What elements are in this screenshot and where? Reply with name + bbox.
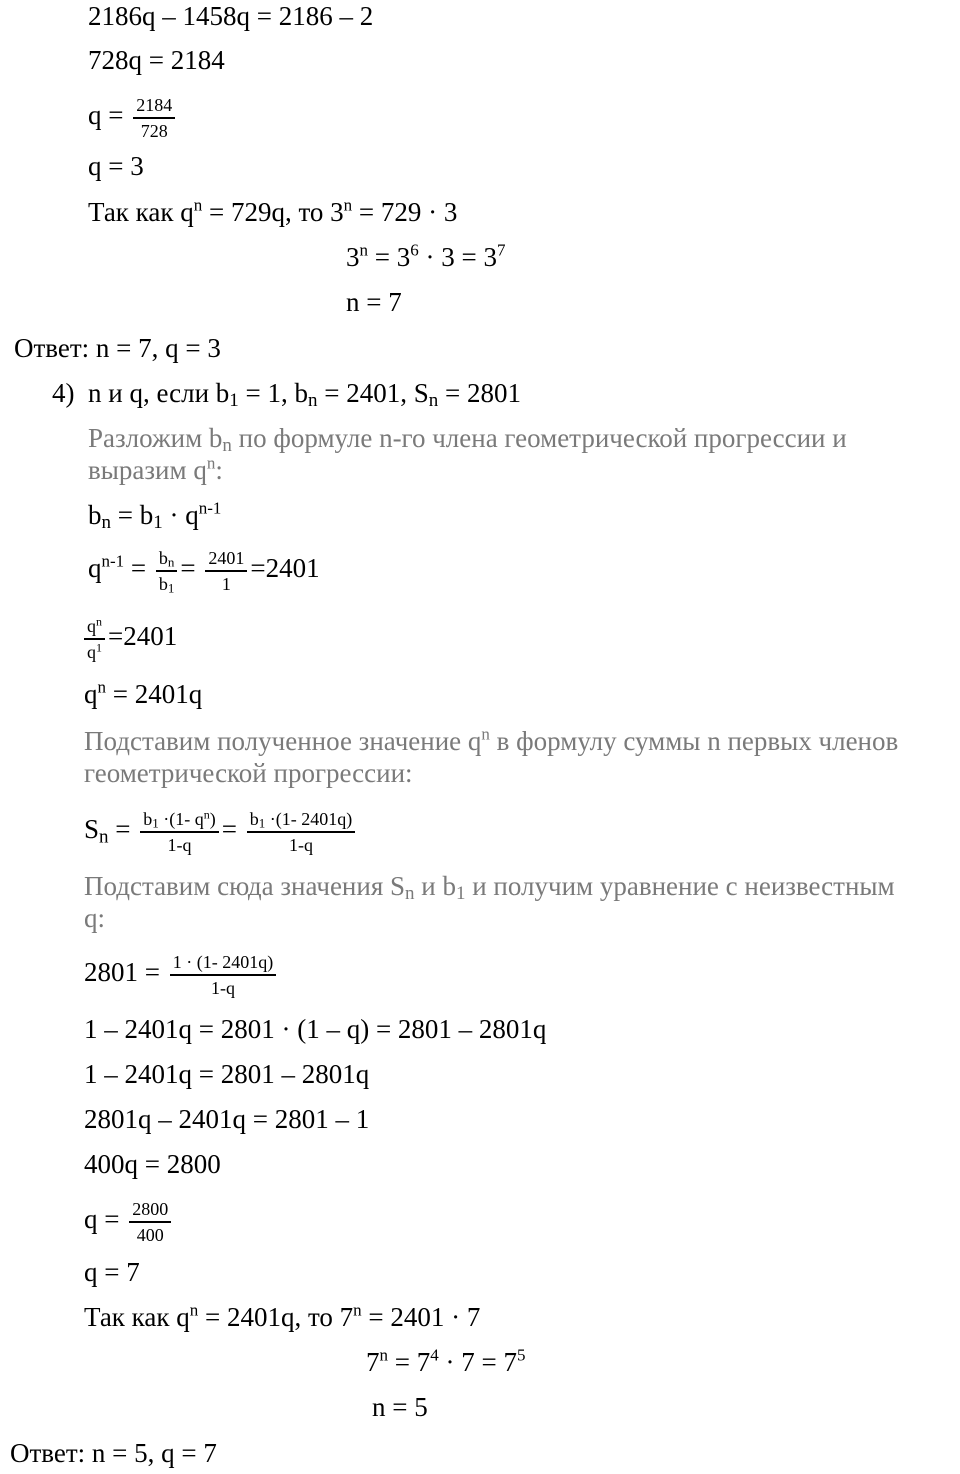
fraction: $\frac{2800}{400}$: [129, 1197, 171, 1247]
line-7: n = 7: [346, 287, 402, 317]
answer-1: Ответ: n = 7, q = 3: [14, 333, 221, 363]
line-27: q = 7: [84, 1257, 140, 1287]
line-23: 1 – 2401q = 2801 – 2801q: [84, 1059, 370, 1089]
line-1: 2186q – 1458q = 2186 – 2: [88, 1, 374, 31]
fraction: $\frac{2401}{1}$: [205, 546, 247, 596]
line-29: $7^n = 7^4 \cdot 7 = 7^5$: [366, 1345, 526, 1377]
line-22: 1 – 2401q = 2801 · (1 – q) = 2801 – 2801q: [84, 1014, 547, 1044]
line-24: 2801q – 2401q = 2801 – 1: [84, 1104, 370, 1134]
explanation-3b: q:: [84, 903, 106, 933]
explanation-2a: Подставим полученное значение $q^n$ в формулу суммы n первых членов: [84, 724, 899, 756]
line-15: $q^n = 2401q$: [84, 677, 203, 709]
line-26: q = $\frac{2800}{400}$: [84, 1197, 174, 1247]
line-14: $\frac{q^n}{q^1}$ =2401: [84, 614, 177, 664]
line-4: q = 3: [88, 151, 144, 181]
fraction: $\frac{1 \cdot (1- 2401q)}{1-q}$: [170, 950, 276, 1000]
fraction: $\frac{q^n}{q^1}$: [84, 614, 105, 664]
fraction: $\frac{bn}{b1}$: [156, 546, 178, 596]
explanation-3a: Подставим сюда значения $S_n$ и $b_1$ и получим уравнение с неизвестным: [84, 871, 895, 905]
task-4-heading: 4) n и q, если $b_1 = 1$, $b_n = 2401$, $S_n = 2801$: [52, 378, 521, 412]
fraction: $\frac{b1 \cdot(1- 2401q)}{1-q}$: [247, 807, 355, 857]
line-25: 400q = 2800: [84, 1149, 221, 1179]
fraction: $\frac{2184}{728}$: [133, 93, 175, 143]
line-28: Так как $q^n = 2401q$, то $7^n = 2401 \cdot 7$: [84, 1300, 481, 1332]
line-12: $b_n = b_1 \cdot q^{n-1}$: [88, 498, 222, 534]
explanation-2b: геометрической прогрессии:: [84, 758, 413, 788]
line-2: 728q = 2184: [88, 45, 225, 75]
line-3: q = $\frac{2184}{728}$: [88, 93, 178, 143]
fraction: $\frac{b1 \cdot(1- q^n)}{1-q}$: [140, 807, 218, 857]
line-13: $q^{n-1}$ = $\frac{bn}{b1}$ = $\frac{2401}{1}$ =2401: [88, 548, 320, 596]
explanation-1b: выразим $q^n$:: [88, 453, 223, 485]
line-30: n = 5: [372, 1392, 428, 1422]
task-number: 4): [52, 378, 75, 408]
line-21: 2801 = $\frac{1 \cdot (1- 2401q)}{1-q}$: [84, 950, 279, 1000]
line-18: $S_n$ = $\frac{b1 \cdot(1- q^n)}{1-q}$ = $\frac{b1 \cdot(1- 2401q)}{1-q}$: [84, 807, 358, 857]
line-5: Так как $q^n = 729q$, то $3^n = 729 \cdot 3$: [88, 195, 458, 227]
line-6: $3^n = 3^6 \cdot 3 = 3^7$: [346, 240, 506, 272]
answer-2: Ответ: n = 5, q = 7: [10, 1438, 217, 1468]
explanation-1a: Разложим $b_n$ по формуле n-го члена геометрической прогрессии и: [88, 423, 847, 457]
